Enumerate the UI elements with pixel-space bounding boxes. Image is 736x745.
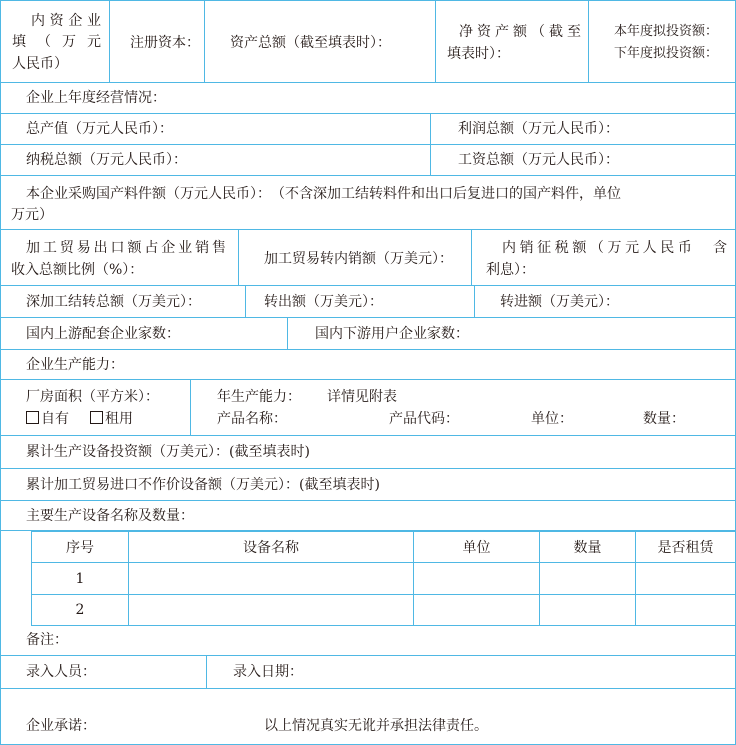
cumulative-imports-row[interactable] — [1, 469, 735, 501]
total-wages-cell[interactable] — [430, 145, 735, 175]
planned-investment-cell[interactable] — [588, 1, 735, 82]
remarks-row[interactable] — [1, 625, 735, 656]
unit-cell[interactable] — [414, 595, 540, 626]
unit-cell[interactable] — [414, 563, 540, 595]
remarks-label: 备注： — [26, 632, 68, 648]
entry-date-cell[interactable] — [206, 656, 735, 688]
partners-row — [1, 318, 735, 350]
downstream-partners-label: 国内下游用户企业家数： — [315, 326, 469, 342]
transfer-out-label: 转出额（万美元）： — [264, 294, 383, 310]
row-no: 2 — [32, 595, 129, 626]
domestic-tax-line1: 内销征税额（万元人民币 含 — [502, 240, 727, 256]
transfer-in-cell[interactable] — [474, 286, 735, 317]
total-profit-label: 利润总额（万元人民币）： — [458, 121, 619, 137]
output-profit-row — [1, 114, 735, 145]
quantity-cell[interactable] — [540, 563, 636, 595]
col-no-header: 序号 — [32, 532, 129, 563]
col-equipment-name-header: 设备名称 — [129, 532, 414, 563]
col-unit-header: 单位 — [414, 532, 540, 563]
planned-investment-next-year: 下年度拟投资额： — [614, 46, 719, 61]
product-name-label[interactable]: 产品名称： — [217, 411, 287, 427]
total-assets-cell[interactable] — [204, 1, 435, 82]
domestic-investment-line2: 填（万元 — [12, 34, 101, 50]
cumulative-investment-label: 累计生产设备投资额（万美元）：(截至填表时) — [26, 444, 310, 460]
domestic-purchase-line1: 本企业采购国产料件额（万元人民币）： （不含深加工结转料件和出口后复进口的国产料件，单位 — [26, 186, 621, 202]
total-output-label[interactable]: 总产值（万元人民币）： — [26, 121, 173, 137]
capacity-detail-row — [1, 380, 735, 436]
annual-capacity-cell — [190, 380, 735, 435]
table-row — [32, 595, 736, 626]
tax-wages-row — [1, 145, 735, 176]
commitment-label: 企业承诺： — [26, 718, 96, 734]
col-quantity-header: 数量 — [540, 532, 636, 563]
owned-option[interactable] — [26, 410, 69, 428]
last-year-operations-row — [1, 83, 735, 114]
domestic-tax-cell[interactable] — [471, 230, 735, 285]
downstream-partners-cell[interactable] — [287, 318, 735, 349]
entry-date-label: 录入日期： — [233, 664, 303, 680]
equipment-name-cell[interactable] — [129, 595, 414, 626]
total-tax-label[interactable]: 纳税总额（万元人民币）： — [26, 152, 187, 168]
capacity-label: 企业生产能力： — [26, 357, 124, 373]
main-equipment-label-row — [1, 501, 735, 531]
rented-option[interactable] — [90, 410, 133, 428]
row-no: 1 — [32, 563, 129, 595]
capacity-label-row — [1, 350, 735, 380]
registered-capital-cell[interactable] — [109, 1, 204, 82]
to-domestic-sales-label: 加工贸易转内销额（万美元）： — [264, 251, 453, 267]
quantity-label[interactable]: 数量： — [643, 411, 685, 427]
domestic-purchase-row[interactable] — [1, 176, 735, 230]
owned-label: 自有 — [41, 411, 69, 427]
unit-label[interactable]: 单位： — [531, 411, 573, 427]
to-domestic-sales-cell[interactable] — [238, 230, 471, 285]
leased-cell[interactable] — [636, 595, 736, 626]
cumulative-imports-label: 累计加工贸易进口不作价设备额（万美元）：(截至填表时) — [26, 477, 380, 493]
domestic-investment-cell — [1, 1, 109, 82]
domestic-investment-line3: 人民币） — [12, 56, 68, 72]
last-year-operations-label: 企业上年度经营情况： — [26, 90, 166, 106]
col-leased-header: 是否租赁 — [636, 532, 736, 563]
annual-capacity-label: 年生产能力： — [217, 389, 301, 405]
export-ratio-line2: 收入总额比例（%）： — [11, 262, 144, 278]
quantity-cell[interactable] — [540, 595, 636, 626]
net-assets-line1: 净资产额（截至 — [459, 24, 581, 40]
deep-processing-total-label[interactable]: 深加工结转总额（万美元）： — [26, 294, 201, 310]
cumulative-investment-row[interactable] — [1, 436, 735, 469]
registered-capital-label: 注册资本： — [130, 35, 200, 51]
rented-checkbox[interactable] — [90, 411, 103, 424]
main-equipment-label: 主要生产设备名称及数量： — [26, 508, 194, 524]
owned-checkbox[interactable] — [26, 411, 39, 424]
commitment-section — [1, 689, 735, 744]
equipment-table — [31, 531, 736, 626]
planned-investment-this-year: 本年度拟投资额： — [614, 24, 719, 39]
domestic-purchase-line2: 万元） — [11, 207, 53, 223]
domestic-investment-line1: 内资企业 — [31, 13, 101, 29]
entry-row — [1, 656, 735, 689]
capital-row — [1, 1, 735, 83]
equipment-name-cell[interactable] — [129, 563, 414, 595]
net-assets-line2: 填表时）： — [447, 46, 510, 62]
commitment-text: 以上情况真实无讹并承担法律责任。 — [264, 718, 488, 734]
net-assets-cell[interactable] — [435, 1, 588, 82]
total-profit-cell[interactable] — [430, 114, 735, 144]
domestic-tax-line2: 利息）： — [486, 262, 535, 278]
total-wages-label: 工资总额（万元人民币）： — [458, 152, 619, 168]
product-code-label[interactable]: 产品代码： — [389, 411, 459, 427]
table-row — [32, 563, 736, 595]
processing-trade-row — [1, 230, 735, 286]
entered-by-label[interactable]: 录入人员： — [26, 664, 96, 680]
export-ratio-line1[interactable]: 加工贸易出口额占企业销售 — [26, 240, 226, 256]
see-attachment-text: 详情见附表 — [327, 389, 397, 405]
plant-area-label[interactable]: 厂房面积（平方米）： — [26, 389, 159, 405]
leased-cell[interactable] — [636, 563, 736, 595]
upstream-partners-label[interactable]: 国内上游配套企业家数： — [26, 326, 180, 342]
deep-processing-row — [1, 286, 735, 318]
transfer-in-label: 转进额（万美元）： — [500, 294, 619, 310]
transfer-out-cell[interactable] — [245, 286, 474, 317]
rented-label: 租用 — [105, 411, 133, 427]
total-assets-label: 资产总额（截至填表时）： — [230, 35, 391, 51]
equipment-table-header — [32, 532, 736, 563]
